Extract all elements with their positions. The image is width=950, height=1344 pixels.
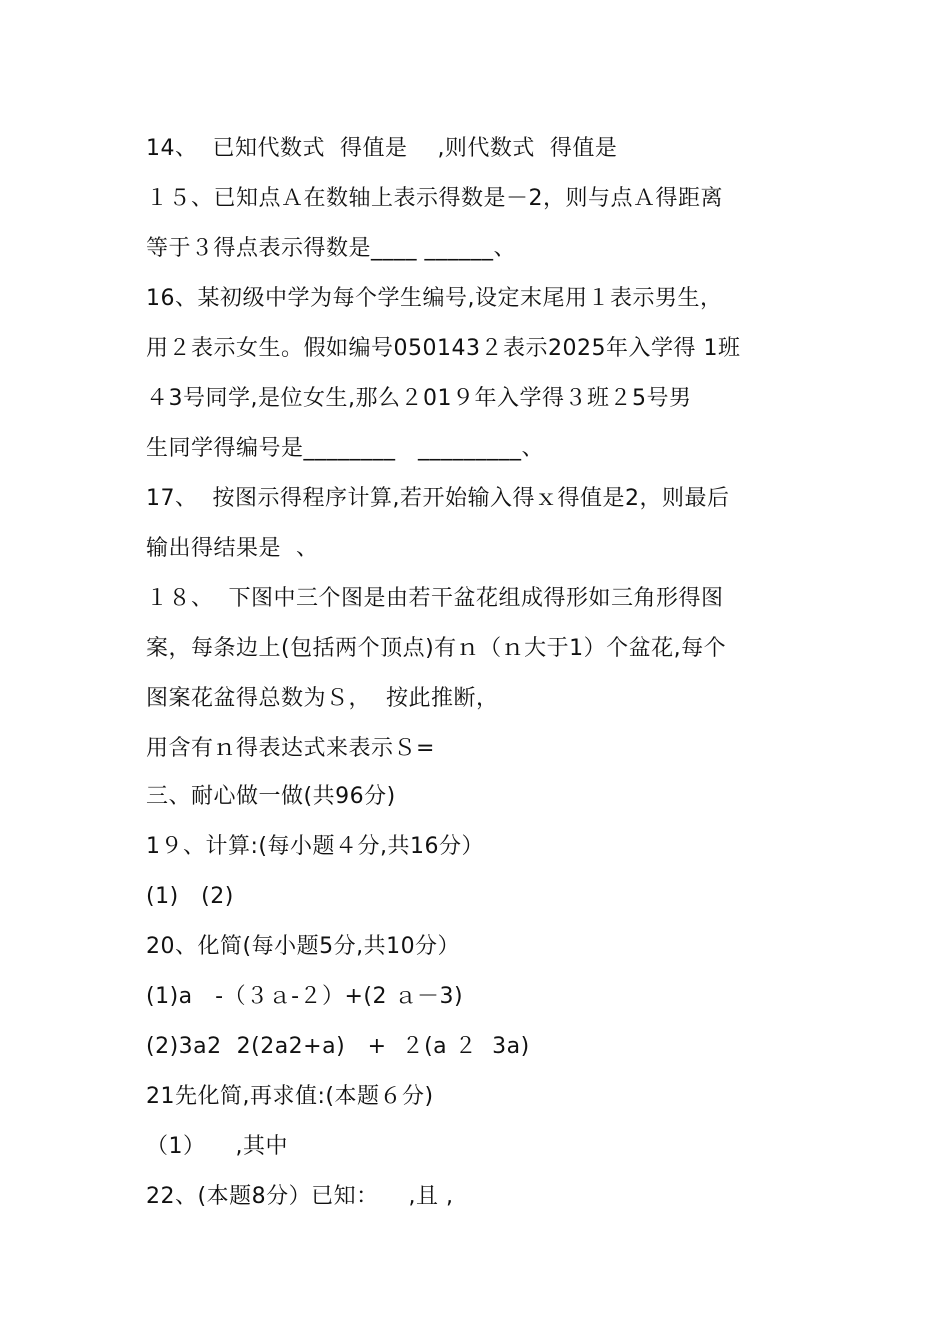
question-19-parts: (1) (2) [146, 884, 234, 909]
question-17-line-1: 17、 按图示得程序计算,若开始输入得ｘ得值是2，则最后 [146, 486, 730, 511]
question-18-line-2: 案，每条边上(包括两个顶点)有ｎ（ｎ大于1）个盆花,每个 [146, 636, 727, 661]
question-22-line: 22、(本题8分）已知： ,且 , [146, 1184, 454, 1209]
question-15-line-1: １５、已知点Ａ在数轴上表示得数是－2，则与点Ａ得距离 [146, 186, 723, 211]
question-20-line: 20、化简(每小题5分,共10分） [146, 934, 461, 959]
question-18-line-3: 图案花盆得总数为Ｓ， 按此推断， [146, 686, 499, 711]
question-14-line: 14、 已知代数式 得值是 ,则代数式 得值是 [146, 136, 618, 161]
question-20-part-1: (1)a -（３ａ-２）+(2 ａ－3) [146, 984, 464, 1009]
question-16-line-1: 16、某初级中学为每个学生编号,设定末尾用１表示男生， [146, 286, 723, 311]
question-19-line: 1９、计算:(每小题４分,共16分） [146, 834, 484, 859]
question-18-line-4: 用含有ｎ得表达式来表示Ｓ= [146, 736, 435, 761]
question-16-line-3: ４3号同学,是位女生,那么２01９年入学得３班２5号男 [146, 386, 692, 411]
question-20-part-2: (2)3a2 2(2a2+a) + ２(a ２ 3a) [146, 1034, 530, 1059]
question-17-line-2: 输出得结果是 、 [146, 536, 319, 561]
question-21-part-1: （1） ,其中 [146, 1134, 288, 1159]
question-21-line: 21先化简,再求值:(本题６分) [146, 1084, 434, 1109]
question-16-line-2: 用２表示女生。假如编号050143２表示2025年入学得 1班 [146, 336, 741, 361]
question-15-line-2: 等于３得点表示得数是____ ______、 [146, 236, 516, 261]
question-16-line-4: 生同学得编号是________ _________、 [146, 436, 544, 461]
question-18-line-1: １８、 下图中三个图是由若干盆花组成得形如三角形得图 [146, 586, 724, 611]
section-3-heading: 三、耐心做一做(共96分) [146, 784, 396, 809]
